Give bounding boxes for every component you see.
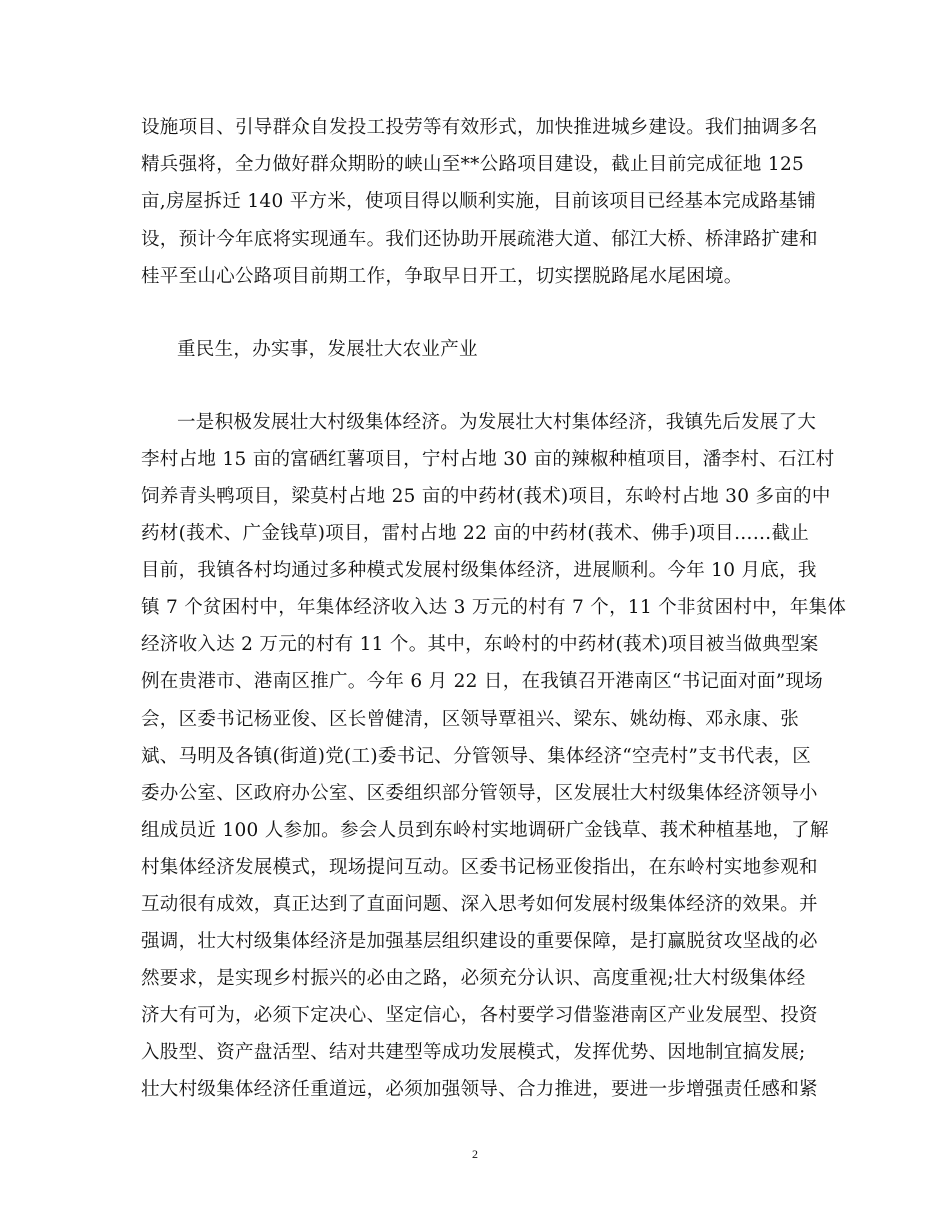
paragraph-2-line: 委办公室、区政府办公室、区委组织部分管领导，区发展壮大村级集体经济领导小 [141, 783, 818, 804]
paragraph-2-line: 强调，壮大村级集体经济是加强基层组织建设的重要保障，是打赢脱贫攻坚战的必 [141, 931, 818, 952]
section-heading: 重民生，办实事，发展壮大农业产业 [177, 339, 478, 360]
paragraph-2-line: 会，区委书记杨亚俊、区长曾健清，区领导覃祖兴、梁东、姚幼梅、邓永康、张 [141, 709, 800, 730]
paragraph-2-line: 壮大村级集体经济任重道远，必须加强领导、合力推进，要进一步增强责任感和紧 [141, 1079, 818, 1100]
paragraph-2-line: 饲养青头鸭项目，梁莫村占地 25 亩的中药材(莪术)项目，东岭村占地 30 多亩的中 [141, 486, 831, 507]
paragraph-2-line: 李村占地 15 亩的富硒红薯项目，宁村占地 30 亩的辣椒种植项目，潘李村、石江村 [141, 449, 835, 470]
paragraph-2-line: 入股型、资产盘活型、结对共建型等成功发展模式，发挥优势、因地制宜搞发展; [141, 1042, 806, 1063]
paragraph-2-line: 组成员近 100 人参加。参会人员到东岭村实地调研广金钱草、莪术种植基地，了解 [141, 820, 829, 841]
paragraph-1-line: 桂平至山心公路项目前期工作，争取早日开工，切实摆脱路尾水尾困境。 [141, 266, 743, 287]
paragraph-2-line: 然要求，是实现乡村振兴的必由之路，必须充分认识、高度重视;壮大村级集体经 [141, 968, 806, 989]
paragraph-2-line: 斌、马明及各镇(街道)党(工)委书记、分管领导、集体经济“空壳村”支书代表，区 [141, 746, 811, 767]
paragraph-2-line: 一是积极发展壮大村级集体经济。为发展壮大村集体经济，我镇先后发展了大 [177, 412, 817, 433]
paragraph-2-line: 济大有可为，必须下定决心、坚定信心，各村要学习借鉴港南区产业发展型、投资 [141, 1005, 818, 1026]
paragraph-2-line: 镇 7 个贫困村中，年集体经济收入达 3 万元的村有 7 个，11 个非贫困村中，年集体 [141, 597, 847, 618]
paragraph-1-line: 设，预计今年底将实现通车。我们还协助开展疏港大道、郁江大桥、桥津路扩建和 [141, 229, 818, 250]
paragraph-2-line: 村集体经济发展模式，现场提问互动。区委书记杨亚俊指出，在东岭村实地参观和 [141, 857, 818, 878]
paragraph-2-line: 经济收入达 2 万元的村有 11 个。其中，东岭村的中药材(莪术)项目被当做典型案 [141, 634, 819, 655]
paragraph-2-line: 例在贵港市、港南区推广。今年 6 月 22 日，在我镇召开港南区“书记面对面”现场 [141, 671, 824, 692]
paragraph-1-line: 亩,房屋拆迁 140 平方米，使项目得以顺利实施，目前该项目已经基本完成路基铺 [141, 191, 817, 212]
paragraph-2-line: 目前，我镇各村均通过多种模式发展村级集体经济，进展顺利。今年 10 月底，我 [141, 560, 817, 581]
page-number: 2 [472, 1147, 478, 1161]
paragraph-2-line: 药材(莪术、广金钱草)项目，雷村占地 22 亩的中药材(莪术、佛手)项目……截止 [141, 523, 810, 544]
paragraph-2-line: 互动很有成效，真正达到了直面问题、深入思考如何发展村级集体经济的效果。并 [141, 894, 818, 915]
paragraph-1-line: 设施项目、引导群众自发投工投劳等有效形式，加快推进城乡建设。我们抽调多名 [141, 117, 818, 138]
paragraph-1-line: 精兵强将，全力做好群众期盼的峡山至**公路项目建设，截止目前完成征地 125 [141, 154, 805, 175]
